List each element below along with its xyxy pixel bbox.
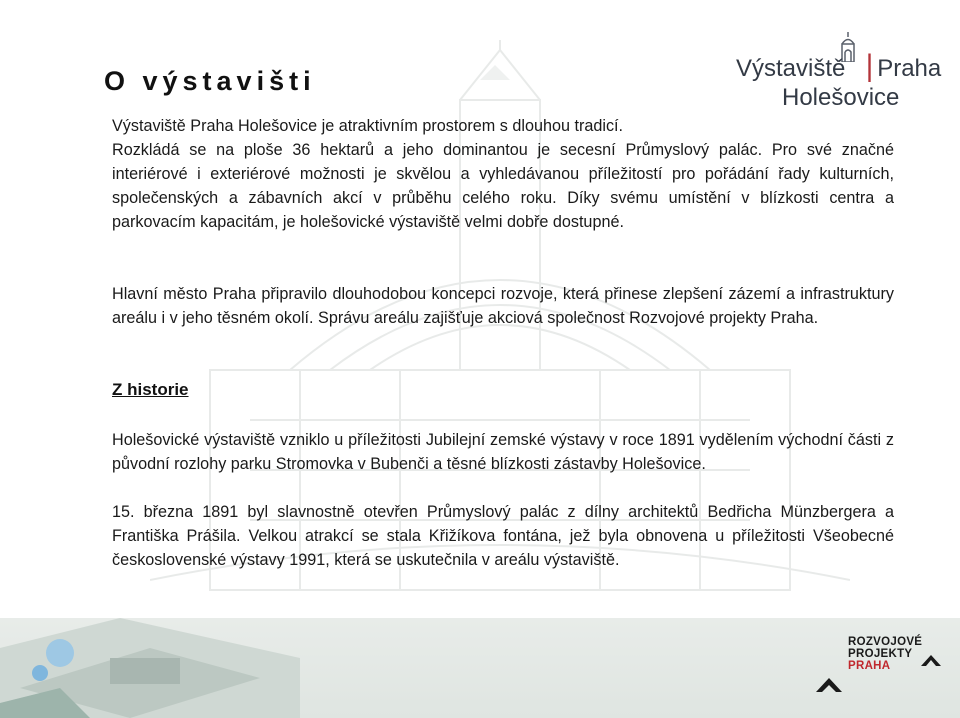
chevron-up-small-icon <box>920 650 942 668</box>
chevron-up-icon <box>812 634 846 694</box>
history-paragraph-1: Holešovické výstaviště vzniklo u příležitosti Jubilejní zemské výstavy v roce 1891 vydělením východní části z původní rozlohy parku Stromovka v Bubenči a těsné blízkosti zástavby Holešovice. <box>112 431 894 473</box>
page-title: O výstavišti <box>104 66 316 96</box>
intro-line1: Výstaviště Praha Holešovice je atraktivním prostorem s dlouhou tradicí. <box>112 117 624 135</box>
logo-word-praha: Praha <box>877 55 942 82</box>
rozvojove-projekty-logo <box>812 634 942 704</box>
logo-word-vystaviste: Výstaviště <box>736 55 846 82</box>
footer-logo-line3: PRAHA <box>848 660 891 672</box>
vystaviste-logo <box>736 32 942 112</box>
logo-separator: ▕ <box>852 55 871 82</box>
history-paragraph-2: 15. března 1891 byl slavnostně otevřen Průmyslový palác z dílny architektů Bedřicha Münzbergera a Františka Prášila. Velkou atrakcí se stala Křižíkova fontána, jež byla obnovena u příležitosti Všeobecné československé výstavy 1991, která se uskutečnila v areálu výstaviště. <box>112 503 894 569</box>
logo-line1 <box>736 56 941 82</box>
footer-logo-line1: ROZVOJOVÉ <box>848 636 923 648</box>
development-paragraph: Hlavní město Praha připravilo dlouhodobou koncepci rozvoje, která přinese zlepšení zázemí a infrastruktury areálu i v jeho těsném okolí. Správu areálu zajišťuje akciová společnost Rozvojové projekty Praha. <box>112 285 894 327</box>
footer-logo-text <box>848 636 922 672</box>
footer-logo-line2: PROJEKTY <box>848 648 913 660</box>
intro-rest: Rozkládá se na ploše 36 hektarů a jeho dominantou je secesní Průmyslový palác. Pro své značné interiérové i exteriérové možnosti je skvělou a vyhledávanou příležitostí pro pořádání řady kulturních, společenských a zábavních akcí v průběhu celého roku. Díky svému umístění v blízkosti centra a parkovacím kapacitám, je holešovické výstaviště velmi dobře dostupné. <box>112 141 894 231</box>
history-heading: Z historie <box>112 380 189 399</box>
logo-word-holesovice: Holešovice <box>782 84 900 111</box>
intro-paragraph <box>112 114 894 234</box>
